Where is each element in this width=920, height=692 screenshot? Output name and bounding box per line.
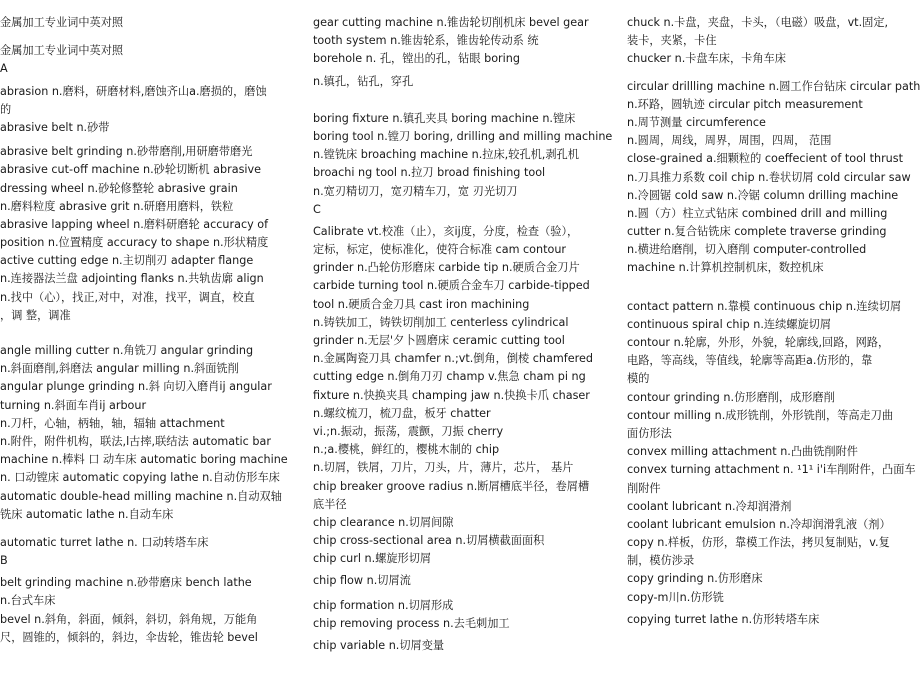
entry-line: n.宽刃精切刀，宽刃精车刀，宽 刃光切刀 [313,184,518,198]
entry-line: ，调 整，调准 [0,308,71,322]
entry-line: 面仿形法 [627,426,672,440]
entry-line: borehole n. 孔，镗出的孔，钻眼 boring [313,52,520,66]
entry-line: n.螺纹梳刀，梳刀盘，板牙 chatter [313,406,491,420]
entry-line: circular drillling machine n.圆工作台钻床 circular path [627,79,920,93]
entry-line: cutter n.复合钻铣床 complete traverse grinding [627,225,887,239]
document-title: 金属加工专业词中英对照 [0,16,124,29]
entry-line: n.斜面磨削,斜磨法 angular milling n.斜面铣削 [0,362,239,376]
entry-line: 电路，等高线，等值线，轮廓等高距a.仿形的，靠 [627,354,873,368]
entry-line: abrasive lapping wheel n.磨料研磨轮 accuracy of [0,217,269,231]
entry-line: carbide turning tool n.硬质合金车刀 carbide-tipped [313,279,590,293]
entry-line: n.磨料粒度 abrasive grit n.研磨用磨料，铁粒 [0,199,234,213]
entry-line: close-grained a.细颗粒的 coeffecient of tool thrust [627,152,903,166]
entry-line: 装卡，夹紧，卡住 [627,34,717,48]
entry-line: contact pattern n.靠模 continuous chip n.连续切屑 [627,299,902,313]
entry-line: chuck n.卡盘，夹盘，卡头，（电磁）吸盘，vt.固定, [627,16,889,29]
entry-line: 尺，圆锥的，倾斜的，斜边，伞齿轮，锥齿轮 bevel [0,630,258,644]
entry-line: boring fixture n.镇孔夹具 boring machine n.镗床 [313,111,576,125]
entry-line: convex turning attachment n. ¹1¹ i'i车削附件，凸面车 [627,463,916,477]
entry-line: copy n.样板，仿形，靠模工作法，拷贝复制贴，v.复 [627,536,890,550]
entry-line: copy grinding n.仿形磨床 [627,572,763,586]
entry-line: n.;a.樱桃，鲜红的，樱桃木制的 chip [313,443,500,457]
section-letter-c: C [313,202,321,216]
entry-line: n.连接器法兰盘 adjointing flanks n.共轨齿廓 align [0,272,264,286]
entry-line: n.刀杆，心轴，柄轴，轴，辐轴 attachment [0,416,225,430]
entry-line: contour milling n.成形铣削，外形铣削，等高走刀曲 [627,408,894,422]
entry-line: machine n.棒料 口 动车床 automatic boring machine [0,453,288,467]
entry-line: fixture n.快换夹具 champing jaw n.快换卡爪 chaser [313,388,590,402]
entry-line: abrasive belt grinding n.砂带磨削,用研磨带磨光 [0,145,253,159]
entry-line: contour grinding n.仿形磨削，成形磨削 [627,390,835,404]
entry-line: n.刀具推力系数 coil chip n.卷状切屑 cold circular saw [627,170,911,184]
entry-line: n.金属陶瓷刀具 chamfer n.;vt.倒角，倒棱 chamfered [313,352,593,366]
entry-line: n.冷圆锯 cold saw n.冷锯 column drilling machine [627,188,899,202]
entry-line: chip clearance n.切屑间隙 [313,515,454,529]
entry-line: grinder n.无层'夕卜圆磨床 ceramic cutting tool [313,334,565,347]
entry-line: continuous spiral chip n.连续螺旋切屑 [627,317,832,331]
document-subtitle: 金属加工专业词中英对照 [0,44,124,58]
entry-line: boring tool n.镗刀 boring, drilling and milling machine [313,129,613,143]
entry-line: position n.位置精度 accuracy to shape n.形状精度 [0,236,269,250]
entry-line: chucker n.卡盘车床，卡角车床 [627,52,786,66]
entry-line: tool n.硬质合金刀具 cast iron machining [313,297,530,311]
entry-line: n.周节测量 circumference [627,115,766,129]
entry-line: convex milling attachment n.凸曲铣削附件 [627,445,858,459]
entry-line: 削附件 [627,481,661,495]
entry-line: 模的 [627,372,650,386]
entry-line: gear cutting machine n.锥齿轮切削机床 bevel gear [313,16,589,29]
entry-line: abrasive belt n.砂带 [0,120,110,134]
entry-line: coolant lubricant emulsion n.冷却润滑乳液（剂） [627,517,891,531]
entry-line: contour n.轮廓，外形，外貌，轮廓线,回路，网路， [627,336,890,349]
entry-line: tooth system n.锥齿轮系，锥齿轮传动系 统 [313,34,539,48]
entry-line: chip formation n.切屑形成 [313,598,454,612]
entry-line: automatic double-head milling machine n.自动双轴 [0,489,282,503]
entry-line: n.圆周，周线，周界，周围，四周， 范围 [627,134,832,148]
entry-line: abrasive cut-off machine n.砂轮切断机 abrasive [0,163,262,177]
section-letter-a: A [0,62,8,76]
column-2 [313,14,615,655]
entry-line: 铣床 automatic lathe n.自动车床 [0,507,174,521]
entry-line: Calibrate vt.校准（止），亥ij度，分度，检查（验）， [313,224,579,238]
section-letter-b: B [0,554,8,568]
entry-line: 制，模仿渉录 [627,554,695,568]
entry-line: copying turret lathe n.仿形转塔车床 [627,612,820,626]
entry-line: bevel n.斜角，斜面，倾斜，斜切，斜角规，万能角 [0,612,258,626]
entry-line: n.横进给磨削，切入磨削 computer-controlled [627,243,867,257]
entry-line: broachi ng tool n.拉刀 broad finishing tool [313,166,546,180]
entry-line: 定标，标定，使标准化，使符合标准 cam contour [313,243,567,257]
entry-line: chip curl n.螺旋形切屑 [313,552,432,566]
entry-line: angle milling cutter n.角铣刀 angular grinding [0,344,254,357]
column-1 [0,14,300,647]
entry-line: abrasion n.磨料，研磨材料,磨蚀齐山a.磨损的，磨蚀 [0,84,267,98]
entry-line: n.台式车床 [0,594,56,608]
entry-line: chip variable n.切屑变量 [313,639,445,652]
entry-line: chip removing process n.去毛刺加工 [313,616,510,630]
entry-line: machine n.计算机控制机床，数控机床 [627,261,824,275]
entry-line: n. 口动镗床 automatic copying lathe n.自动仿形车床 [0,471,280,485]
entry-line: active cutting edge n.主切削刃 adapter flange [0,254,254,268]
column-3 [627,14,920,629]
entry-line: grinder n.凸轮仿形磨床 carbide tip n.硬质合金刀片 [313,261,580,275]
entry-line: 的 [0,102,12,116]
entry-line: n.找中（心），找正,对中，对准，找平，调直，校直 [0,290,255,304]
entry-line: chip breaker groove radius n.断屑槽底半径，卷屑槽 [313,479,590,493]
entry-line: 底半径 [313,497,347,511]
entry-line: n.环路，圆轨迹 circular pitch measurement [627,97,863,111]
entry-line: turning n.斜面车肖ij arbour [0,398,147,412]
entry-line: n.切屑，铁屑，刀片，刀头，片，薄片，芯片， 基片 [313,461,574,475]
entry-line: cutting edge n.倒角刀刃 champ v.焦急 cham pi ng [313,370,586,384]
entry-line: chip cross-sectional area n.切屑横截面面积 [313,534,545,548]
entry-line: n.铸铁加工，铸铁切削加工 centerless cylindrical [313,315,569,329]
entry-line: copy-m川n.仿形铣 [627,590,724,604]
entry-line: dressing wheel n.砂轮修整轮 abrasive grain [0,181,238,195]
entry-line: vi.;n.振动，振荡，震颤，刀振 cherry [313,424,504,438]
entry-line: angular plunge grinding n.斜 向切入磨肖ij angular [0,380,272,394]
entry-line: coolant lubricant n.冷却润滑剂 [627,499,792,513]
entry-line: n.附件，附件机构，联法,l古摔,联结法 automatic bar [0,434,271,448]
entry-line: belt grinding machine n.砂带磨床 bench lathe [0,576,252,590]
entry-line: chip flow n.切屑流 [313,574,411,588]
entry-line: n.镗铣床 broaching machine n.拉床,较孔机,剥孔机 [313,148,579,162]
entry-line: n.镇孔，钻孔，穿孔 [313,74,414,88]
entry-line: n.圆（方）柱立式钻床 combined drill and milling [627,206,888,220]
entry-line: automatic turret lathe n. 口动转塔车床 [0,535,209,549]
